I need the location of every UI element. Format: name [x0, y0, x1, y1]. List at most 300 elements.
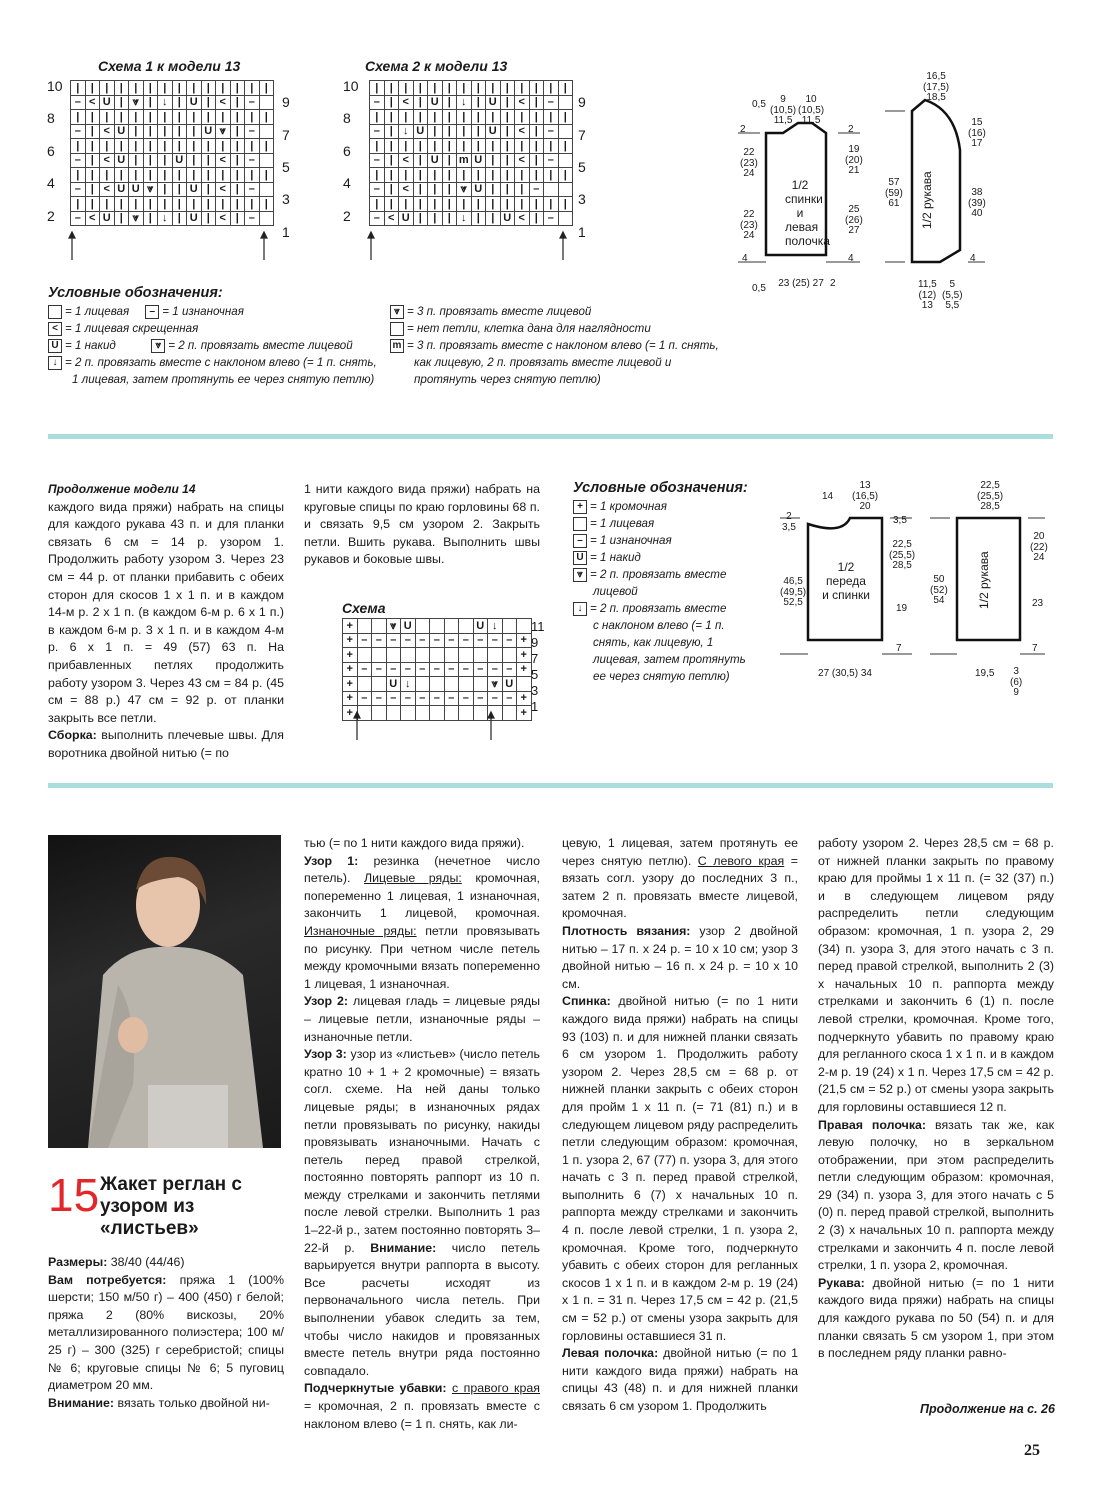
grid-cell: | [515, 81, 530, 96]
grid-cell: | [158, 139, 173, 154]
grid-cell: + [343, 619, 358, 634]
grid-cell: U [100, 95, 115, 110]
grid-cell: U [486, 95, 501, 110]
grid-cell: | [515, 182, 530, 197]
grid-cell: | [201, 81, 216, 96]
grid-cell: | [143, 139, 158, 154]
grid-cell: | [442, 211, 457, 226]
grid-cell: | [399, 81, 414, 96]
grid-cell: | [114, 81, 129, 96]
row-number: 8 [47, 110, 55, 127]
grid-cell: | [558, 81, 573, 96]
grid-cell: | [172, 81, 187, 96]
grid-cell: – [370, 153, 385, 168]
legend1-title: Условные обозначения: [48, 285, 223, 301]
grid-cell: | [500, 168, 515, 183]
grid-cell: | [201, 95, 216, 110]
row-number: 1 [531, 699, 539, 714]
grid-cell: | [500, 95, 515, 110]
grid-cell: | [413, 168, 428, 183]
dim: 4 [742, 253, 748, 264]
grid-cell: | [457, 81, 472, 96]
model14-col2: 1 нити каждого вида пряжи) набрать на круговые спицы по краю горловины 68 п. и связать 9,5 см узором 2. Закрыть петли. Вшить рукава. Выполнить швы рукавов и боковые швы. [304, 482, 540, 567]
grid-cell: < [100, 182, 115, 197]
grid-cell: | [471, 168, 486, 183]
grid-cell: | [230, 211, 245, 226]
grid-cell: | [172, 95, 187, 110]
grid-cell: | [442, 81, 457, 96]
grid-cell: | [500, 139, 515, 154]
row-number: 9 [531, 635, 539, 650]
grid-cell: | [486, 81, 501, 96]
grid-cell: | [158, 124, 173, 139]
model-number: 15 [48, 1169, 100, 1221]
grid-cell: | [216, 139, 231, 154]
grid-cell: | [515, 110, 530, 125]
grid-cell: ↓ [457, 95, 472, 110]
row-number: 10 [343, 78, 359, 94]
grid-cell: + [517, 633, 532, 648]
grid-cell: < [384, 211, 399, 226]
grid-cell: | [500, 124, 515, 139]
grid-cell: | [201, 168, 216, 183]
grid-cell: | [230, 153, 245, 168]
grid-cell: | [245, 168, 260, 183]
grid-cell: – [488, 633, 503, 648]
grid-cell: | [457, 139, 472, 154]
grid-cell: | [201, 182, 216, 197]
grid-cell: | [245, 81, 260, 96]
grid-cell: | [85, 168, 100, 183]
grid-cell: | [259, 168, 274, 183]
grid-cell: | [529, 168, 544, 183]
model14-col1: Продолжение модели 14 каждого вида пряжи) набрать на спицы для каждого рукава 43 п. и для планки связать 6 см = 14 р. узором 1. Продолжить работу узором 3. Через 23 см = 44 р. от планки прибавить с обеих сторон для скосов 1 х 1 п. и в каждом 14-м р. 2 х 1 п. (в каждом 6-м р. 6 х 1 п.) в каждом 6-м р. 3 х 1 п. и в каждом 4-м р. 6 х 1 п. = 49 (57) 63 п. На прибавленных петлях продолжить работу узором 3. Через 43 см = 84 р. (45 см = 88 р.) 47 см = 92 р. от планки закрыть все петли. Сборка: выполнить плечевые швы. Для воротника двойной нитью (= по [48, 482, 284, 760]
grid-cell: | [143, 197, 158, 212]
grid-cell: | [71, 139, 86, 154]
grid-cell: < [100, 153, 115, 168]
grid-cell: | [143, 110, 158, 125]
grid-cell: | [230, 110, 245, 125]
dim: 38 (39) 40 [968, 187, 986, 220]
grid-cell: | [259, 110, 274, 125]
grid-cell: U [399, 211, 414, 226]
grid-cell: | [529, 197, 544, 212]
grid-cell: U [129, 182, 144, 197]
grid-cell: | [529, 211, 544, 226]
grid-cell: | [370, 110, 385, 125]
grid-cell: ↓ [399, 124, 414, 139]
grid-cell: | [370, 81, 385, 96]
grid-cell: | [399, 139, 414, 154]
grid-cell: – [430, 691, 445, 706]
grid-cell: – [544, 211, 559, 226]
grid-cell: U [471, 153, 486, 168]
grid-cell: | [413, 211, 428, 226]
grid-cell: | [187, 153, 202, 168]
pattern2-sleeve-label: 1/2 рукава [977, 551, 991, 609]
grid-cell: | [172, 168, 187, 183]
grid-cell: | [544, 139, 559, 154]
grid-cell: | [558, 197, 573, 212]
pattern1-sleeve-label: 1/2 рукава [920, 171, 934, 229]
grid-cell: | [158, 110, 173, 125]
grid-cell: | [114, 95, 129, 110]
grid-cell: + [343, 677, 358, 692]
grid-cell: | [71, 81, 86, 96]
grid-cell: – [370, 124, 385, 139]
grid-cell: | [529, 81, 544, 96]
grid-cell: – [430, 662, 445, 677]
dim: 10 (10,5) 11,5 [798, 94, 825, 127]
grid-cell: | [129, 139, 144, 154]
grid-cell: – [245, 182, 260, 197]
grid-cell: | [201, 139, 216, 154]
grid-cell: – [357, 662, 372, 677]
row-number: 1 [578, 223, 586, 240]
grid-cell: + [343, 633, 358, 648]
grid-cell: < [85, 211, 100, 226]
grid-cell: | [384, 153, 399, 168]
grid-cell: – [544, 95, 559, 110]
grid-cell: | [442, 95, 457, 110]
model15-col4: работу узором 2. Через 28,5 см = 68 р. от нижней планки закрыть по правому краю для проймы 1 х 11 п. (= 32 (37) п.) и в следующем лицевом ряду распределить петли следующим образом: кромочная, 1 п. узора 2, 29 (34) п. узора 3, для этого начать с 3 п. перед правой стрелкой, выполнить 2 (3) х начальных 10 п. раппорта между стрелками и закончить 6 (1) п. после левой стрелки, кромочная. Кроме того, подчеркнуто убавить по правому краю для регланного скоса 1 х 1 п. и в каждом 2-м р. 19 (24) х 1 п. Через 17,5 см = 42 р. (21,5 см = 52 р.) от смены узора закрыть для горловины оставшиеся 12 п. Правая полочка: вязать так же, как левую полочку, но в зеркальном отображении, при этом распределить петли следующим образом: кромочная, 29 (34) п. узора 3, для этого начать с 5 (0) п. перед правой стрелкой, выполнить 2 (3) х начальных 10 п. раппорта между стрелками и закончить 4 п. после левой стрелки, 1 п. узора 2, кромочная. Рукава: двойной нитью (= по 1 нити каждого вида пряжи) набрать на спицы для каждого рукава по 50 (54) п. и для планки связать 5 см узором 1, при этом в последнем ряду планки равно- [818, 836, 1054, 1361]
grid-cell: – [473, 633, 488, 648]
grid-cell: | [230, 124, 245, 139]
dim: 2 [830, 278, 836, 289]
row-number: 9 [282, 94, 290, 111]
dim: 25 (26) 27 [845, 204, 863, 237]
grid-cell: | [384, 197, 399, 212]
grid-cell: | [428, 197, 443, 212]
grid-cell: – [401, 691, 416, 706]
grid-cell: – [430, 633, 445, 648]
row-number: 3 [531, 683, 539, 698]
grid-cell: + [517, 648, 532, 663]
grid-cell: – [71, 153, 86, 168]
grid-cell: < [399, 182, 414, 197]
grid-cell: ↓ [158, 95, 173, 110]
grid-cell: | [129, 153, 144, 168]
grid-cell: | [187, 110, 202, 125]
grid-cell: | [114, 211, 129, 226]
pattern2-label: 1/2 переда и спинки [822, 560, 870, 602]
grid-cell: | [413, 182, 428, 197]
grid-cell: | [201, 153, 216, 168]
grid-cell: | [413, 197, 428, 212]
row-number: 6 [47, 142, 55, 159]
grid-cell: | [143, 211, 158, 226]
grid-cell: U [500, 211, 515, 226]
model-photo [48, 835, 281, 1148]
grid-cell: – [444, 662, 459, 677]
dim: 50 (52) 54 [930, 574, 948, 607]
row-number: 6 [343, 142, 351, 159]
grid-cell: – [372, 662, 387, 677]
grid-cell: | [558, 139, 573, 154]
grid-cell: | [500, 197, 515, 212]
grid-cell: | [413, 81, 428, 96]
dim: 13 (16,5) 20 [852, 480, 879, 513]
grid-cell: | [85, 197, 100, 212]
grid-cell: | [216, 110, 231, 125]
grid-cell: | [143, 153, 158, 168]
grid-cell: | [486, 110, 501, 125]
grid-cell: | [515, 168, 530, 183]
grid-cell: | [85, 124, 100, 139]
separator [48, 783, 1053, 788]
dim: 23 (25) 27 [778, 278, 824, 289]
dim: 2 3,5 [782, 511, 796, 533]
row-number: 3 [578, 191, 586, 208]
grid-cell: | [442, 124, 457, 139]
grid-cell: | [544, 197, 559, 212]
grid-cell: | [529, 139, 544, 154]
grid-cell: ↓ [488, 619, 503, 634]
dim: 22 (23) 24 [740, 147, 758, 180]
grid-cell: | [544, 168, 559, 183]
row-number: 1 [282, 223, 290, 240]
grid-cell: | [100, 139, 115, 154]
grid-cell: | [259, 81, 274, 96]
row-number: 4 [47, 175, 55, 192]
grid-cell: | [471, 197, 486, 212]
grid-cell: | [399, 168, 414, 183]
grid-cell: | [486, 168, 501, 183]
grid-cell: – [71, 95, 86, 110]
grid-cell: – [444, 691, 459, 706]
grid-cell: – [372, 633, 387, 648]
grid-cell: – [502, 633, 517, 648]
grid-cell: | [529, 95, 544, 110]
row-number: 10 [47, 78, 63, 94]
grid-cell: U [428, 95, 443, 110]
grid-cell: | [187, 139, 202, 154]
grid-cell: | [158, 168, 173, 183]
grid-cell: | [230, 95, 245, 110]
dim: 3,5 [893, 515, 907, 526]
grid-cell: ⩔ [129, 95, 144, 110]
grid-cell: | [500, 81, 515, 96]
grid-cell: | [187, 197, 202, 212]
grid-cell: ↓ [401, 677, 416, 692]
grid-cell: | [428, 124, 443, 139]
grid-cell: – [71, 124, 86, 139]
grid-cell: | [85, 153, 100, 168]
grid-cell: < [515, 124, 530, 139]
grid-cell: | [114, 139, 129, 154]
grid-cell: – [372, 691, 387, 706]
grid-cell: + [343, 706, 358, 721]
grid-cell: | [158, 81, 173, 96]
grid-cell: | [384, 168, 399, 183]
grid-cell: | [384, 182, 399, 197]
grid-cell: | [370, 197, 385, 212]
grid-cell: – [71, 211, 86, 226]
grid-cell: U [473, 619, 488, 634]
grid-cell: | [129, 197, 144, 212]
grid-cell: | [172, 182, 187, 197]
grid-cell: – [401, 662, 416, 677]
row-number: 3 [282, 191, 290, 208]
grid-cell: | [486, 211, 501, 226]
grid-cell: | [529, 110, 544, 125]
grid-cell: | [471, 124, 486, 139]
grid-cell: | [500, 110, 515, 125]
grid-cell: U [502, 677, 517, 692]
grid-cell: | [529, 153, 544, 168]
grid-cell: – [370, 95, 385, 110]
grid-cell: | [187, 81, 202, 96]
grid-cell: | [143, 168, 158, 183]
grid-cell: – [357, 691, 372, 706]
grid-cell: + [343, 648, 358, 663]
grid-cell: < [515, 95, 530, 110]
grid-cell: | [245, 197, 260, 212]
dim: 20 (22) 24 [1030, 531, 1048, 564]
grid-cell: U [114, 124, 129, 139]
row-number: 11 [531, 619, 545, 634]
grid-cell: | [158, 153, 173, 168]
grid-cell: | [100, 197, 115, 212]
grid-cell: < [399, 153, 414, 168]
grid-cell: + [517, 706, 532, 721]
grid-cell: | [413, 110, 428, 125]
grid-cell: | [100, 168, 115, 183]
grid-cell: | [384, 110, 399, 125]
dim: 22 (23) 24 [740, 209, 758, 242]
grid-cell: | [129, 168, 144, 183]
grid-cell: | [370, 168, 385, 183]
grid-cell: U [187, 182, 202, 197]
grid-cell: | [143, 124, 158, 139]
grid-cell: | [245, 110, 260, 125]
grid-cell: U [201, 124, 216, 139]
grid-cell: ⩔ [457, 182, 472, 197]
grid-cell: U [486, 124, 501, 139]
grid-cell: | [259, 197, 274, 212]
model-title: Жакет реглан с узором из «листьев» [100, 1174, 242, 1239]
legend2: + = 1 кромочная = 1 лицевая – = 1 изнаночная U = 1 накид ⩔ = 2 п. провязать вместе лицевой ↓ = 2 п. провязать вместе с наклоном влево (= 1 п. снять, как лицевую, 1 лицевая, затем протянуть ее через снятую петлю) [573, 498, 753, 685]
grid-cell: ⩔ [488, 677, 503, 692]
grid-cell: | [457, 168, 472, 183]
grid-cell: | [471, 110, 486, 125]
grid-cell: – [415, 633, 430, 648]
grid-cell: – [488, 691, 503, 706]
grid-cell: | [399, 110, 414, 125]
grid-cell: – [473, 662, 488, 677]
grid-cell: | [413, 95, 428, 110]
grid-cell: | [500, 182, 515, 197]
grid-cell: | [486, 153, 501, 168]
grid-cell: U [187, 211, 202, 226]
grid-cell: | [486, 182, 501, 197]
grid-cell: | [428, 139, 443, 154]
grid-cell: – [459, 662, 474, 677]
grid-cell: | [114, 197, 129, 212]
grid-cell: | [158, 197, 173, 212]
grid-cell: | [187, 168, 202, 183]
row-number: 2 [47, 207, 55, 224]
grid-cell: ⩔ [143, 182, 158, 197]
grid-cell: | [143, 95, 158, 110]
grid-cell: | [172, 124, 187, 139]
grid-cell: | [544, 81, 559, 96]
grid-cell: | [399, 197, 414, 212]
model15-col2: тью (= по 1 нити каждого вида пряжи). Узор 1: резинка (нечетное число петель). Лицевые ряды: кромочная, попеременно 1 лицевая, 1 изнаночная, закончить 1 лицевой, кромочная. Изнаночные ряды: петли провязывать по рисунку. При четном числе петель между кромочными вязать попеременно 1 лицевая, 1 изнаночная. Узор 2: лицевая гладь = лицевые ряды – лицевые петли, изнаночные ряды – изнаночные петли. Узор 3: узор из «листьев» (число петель кратно 10 + 1 + 2 кромочные) = вязать согл. схеме. На ней даны только лицевые ряды; в изнаночных рядах петли провязывать по рисунку, накиды провязывать изнаночными. Начать с петель перед правой стрелкой, постоянно повторять раппорт из 10 п. между стрелками и закончить петлями после левой стрелки. Выполнить 1 раз 1–22-й р., затем постоянно повторять 3–22-й р. Внимание: число петель варьируется внутри раппорта в высоту. Все расчеты исходят из первоначального числа петель. При выполнении убавок следить за тем, чтобы число накидов и провязанных вместе петель внутри ряда постоянно совпадало. Подчеркнутые убавки: с правого края = кромочная, 2 п. провязать вместе с наклоном влево (= 1 п. снять, как ли- [304, 836, 541, 1431]
grid-cell: | [100, 110, 115, 125]
grid-cell: | [216, 81, 231, 96]
grid-cell: | [442, 197, 457, 212]
grid-cell: – [415, 691, 430, 706]
grid-cell: + [343, 691, 358, 706]
grid-cell: – [459, 633, 474, 648]
grid-cell: | [201, 211, 216, 226]
grid-cell: | [384, 81, 399, 96]
model15-col1: Размеры: 38/40 (44/46) Вам потребуется: пряжа 1 (100% шерсти; 150 м/50 г) – 400 (450) г белой; пряжа 2 (80% вискозы, 20% металлизированного полиэстера; 100 м/ 25 г) – 300 (325) г серебристой; спицы № 6; круговые спицы № 6; 5 пуговиц диаметром 20 мм. Внимание: вязать только двойной ни- [48, 1255, 285, 1410]
grid-cell: | [71, 110, 86, 125]
grid-cell: ↓ [158, 211, 173, 226]
grid-cell: | [187, 124, 202, 139]
grid-cell: – [488, 662, 503, 677]
grid-cell: | [85, 110, 100, 125]
grid-cell: – [386, 633, 401, 648]
pattern1-label: 1/2 спинки и левая полочка [785, 178, 830, 248]
grid-cell: | [486, 197, 501, 212]
continued-note: Продолжение на с. 26 [920, 1402, 1055, 1416]
scheme-title: Схема [342, 600, 386, 616]
grid-cell: – [544, 124, 559, 139]
grid-cell: | [515, 139, 530, 154]
dim: 9 (10,5) 11,5 [770, 94, 797, 127]
grid-cell: | [442, 139, 457, 154]
grid-cell: | [457, 110, 472, 125]
grid-cell: | [515, 197, 530, 212]
grid-cell: < [216, 95, 231, 110]
dim: 11,5 (12) 13 [918, 279, 937, 312]
grid-cell: U [471, 182, 486, 197]
dim: 46,5 (49,5) 52,5 [780, 576, 807, 609]
row-number: 8 [343, 110, 351, 127]
row-number: 5 [282, 159, 290, 175]
grid-cell: | [471, 211, 486, 226]
grid-cell: – [370, 211, 385, 226]
grid-cell: | [413, 153, 428, 168]
grid-cell: U [187, 95, 202, 110]
grid-cell: | [129, 110, 144, 125]
grid-cell: | [230, 81, 245, 96]
grid-cell: U [386, 677, 401, 692]
grid-cell: – [502, 691, 517, 706]
dim: 0,5 [752, 283, 766, 294]
dim: 19,5 [975, 668, 995, 679]
grid-cell: < [216, 211, 231, 226]
model15-col3: цевую, 1 лицевая, затем протянуть ее через снятую петлю). С левого края = вязать согл. узору до последних 3 п., затем 2 п. провязать вместе лицевой, кромочная. Плотность вязания: узор 2 двойной нитью – 17 п. х 24 р. = 10 х 10 см; узор 3 двойной нитью – 16 п. х 24 р. = 10 х 10 см. Спинка: двойной нитью (= по 1 нити каждого вида пряжи) набрать на спицы 93 (103) п. и для нижней планки связать 6 см узором 1. Продолжить работу узором 2. Через 28,5 см = 68 р. от нижней планки закрыть с обеих сторон для пройм 1 х 11 п. (= 71 (81) п.) и в следующем лицевом ряду распределить петли следующим образом: кромочная, 1 п. узора 2, 67 (77) п. узора 3, для этого начать с 3 п. перед правой стрелкой, выполнить 6 (7) х начальных 10 п. раппорта между стрелками и закончить 4 п. после левой стрелки, 1 п. узора 2, кромочная. Кроме того, подчеркнуто убавить с обеих сторон для регланных скосов 1 х 1 п. и в каждом 2-м р. 19 (24) х 1 п. = 31 п. Через 17,5 см = 42 р. (21,5 см = 52 р.) от смены узора закрыть для горловины оставшиеся 31 п. Левая полочка: двойной нитью (= по 1 нити каждого вида пряжи) набрать на спицы 43 (48) п. и для нижней планки связать 6 см узором 1. Продолжить [562, 836, 798, 1413]
grid-cell: | [172, 197, 187, 212]
dim: 23 [1032, 598, 1044, 609]
grid-cell: < [515, 153, 530, 168]
grid-cell: | [428, 182, 443, 197]
grid-cell: | [558, 110, 573, 125]
grid-cell: | [471, 95, 486, 110]
legend1-left: = 1 лицевая – = 1 изнаночная < = 1 лицевая скрещенная U = 1 накид ⩔ = 2 п. провязать вместе лицевой ↓ = 2 п. провязать вместе с наклоном влево (= 1 п. снять, 1 лицевая, затем протянуть ее через снятую петлю) [48, 303, 388, 388]
dim: 2 [848, 124, 854, 135]
grid-cell: | [428, 110, 443, 125]
grid-cell: – [245, 95, 260, 110]
dim: 14 [822, 491, 834, 502]
grid-cell: | [129, 81, 144, 96]
grid-cell: | [384, 139, 399, 154]
dim: 22,5 (25,5) 28,5 [977, 480, 1004, 513]
